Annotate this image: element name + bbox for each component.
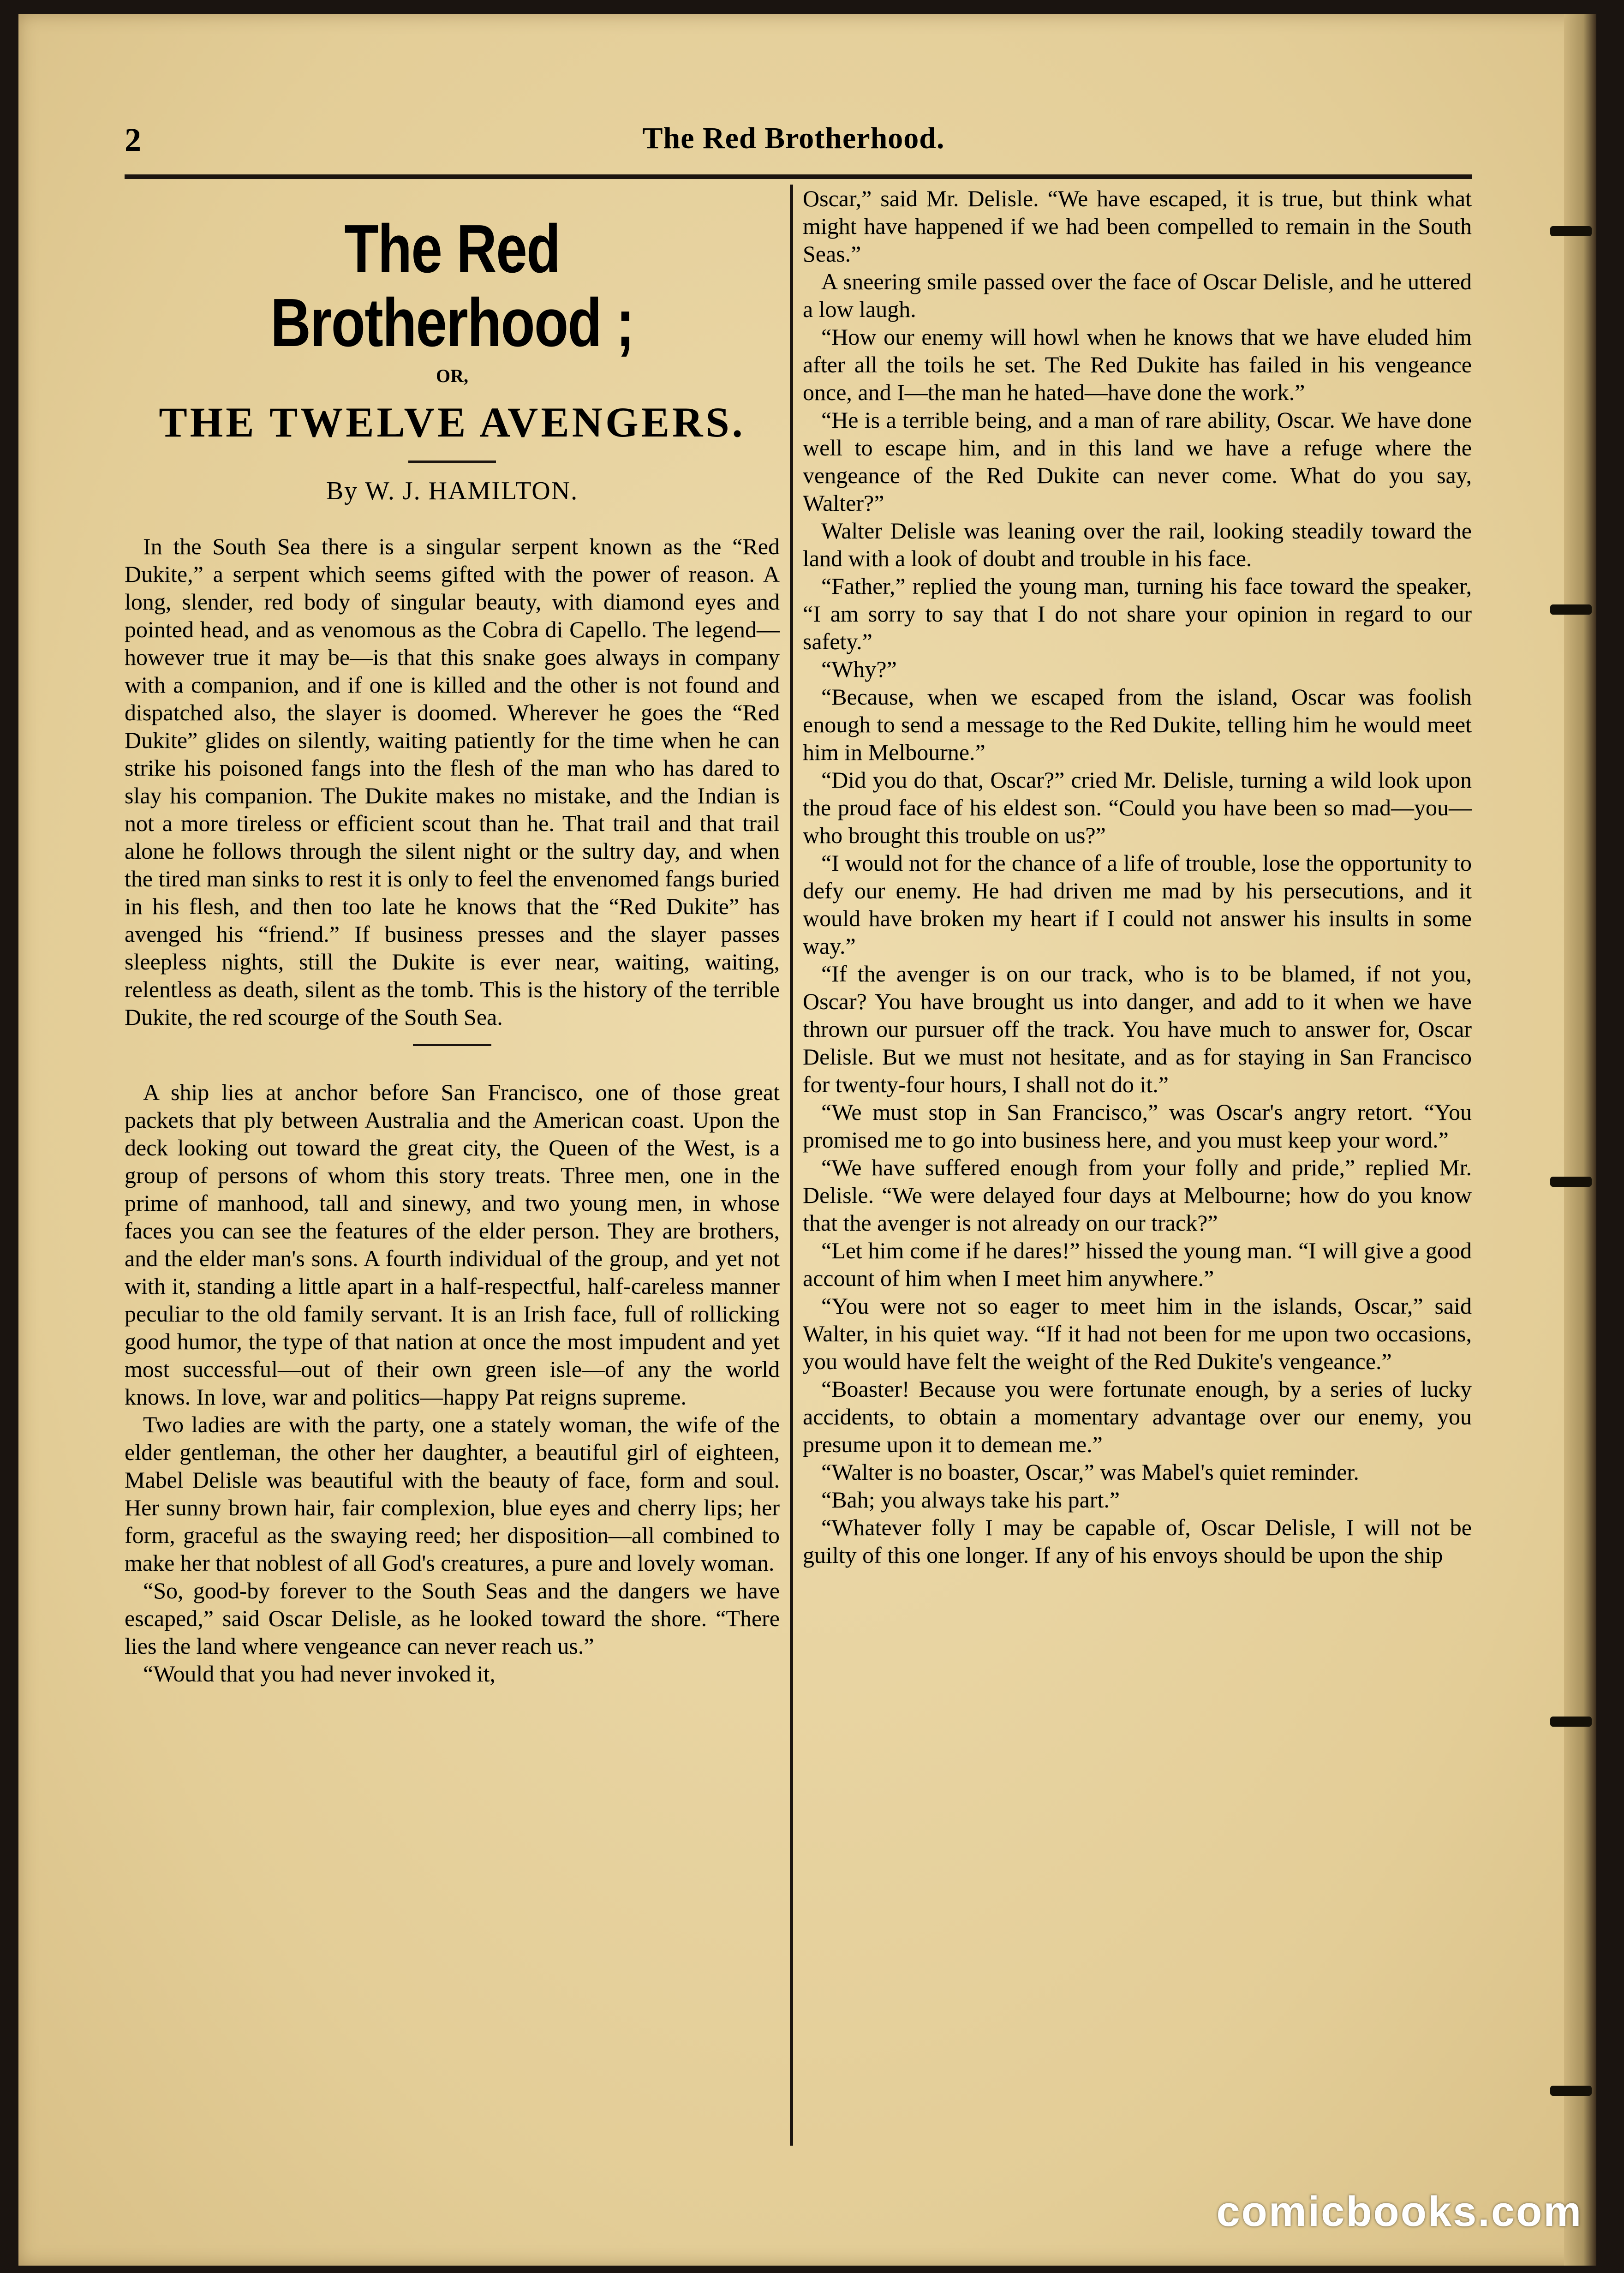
binding-stitch <box>1550 2086 1592 2096</box>
paragraph: “He is a terrible being, and a man of rare ability, Oscar. We have done well to escape him, and in this land we have a refuge where the vengeance of the Red Dukite can never come. What do you say, Walter?” <box>803 407 1472 516</box>
binding-spine <box>1564 14 1596 2266</box>
byline: By W. J. HAMILTON. <box>326 477 579 505</box>
section-rule <box>413 1044 491 1046</box>
paragraph: “Boaster! Because you were fortunate enough, by a series of lucky accidents, to obtain a momentary advantage over our enemy, you presume upon it to demean me.” <box>803 1376 1472 1457</box>
right-column <box>803 185 1472 1569</box>
story-subtitle: THE TWELVE AVENGERS. <box>159 399 746 446</box>
header-rule <box>125 174 1472 179</box>
left-column <box>125 185 780 1687</box>
paragraph: “We have suffered enough from your folly and pride,” replied Mr. Delisle. “We were delayed four days at Melbourne; how do you know that the avenger is not already on our track?” <box>803 1154 1472 1236</box>
story-text-left <box>125 1078 780 1687</box>
running-title: The Red Brotherhood. <box>642 121 945 155</box>
paragraph: “I would not for the chance of a life of trouble, lose the opportunity to defy our enemy. He had driven me mad by his persecutions, and it would have broken my heart if I could not answer his insults in some way.” <box>803 850 1472 959</box>
page-header <box>125 121 1463 162</box>
page-number: 2 <box>125 121 141 158</box>
column-divider <box>790 185 793 2146</box>
paragraph: “If the avenger is on our track, who is to be blamed, if not you, Oscar? You have brought us into danger, and add to it when we have thrown our pursuer off the track. You have much to answer for, Oscar Delisle. But we must not hesitate, and as for staying in San Francisco for twenty-four hours, I shall not do it.” <box>803 961 1472 1097</box>
paragraph: “Father,” replied the young man, turning his face toward the speaker, “I am sorry to say that I do not share your opinion in regard to our safety.” <box>803 573 1472 654</box>
paragraph: In the South Sea there is a singular serpent known as the “Red Dukite,” a serpent which seems gifted with the power of reason. A long, slender, red body of singular beauty, with diamond eyes and pointed head, and as venomous as the Cobra di Capello. The legend—however true it may be—is that this snake goes always in company with a companion, and if one is killed and the other is not found and dispatched also, the slayer is doomed. Wherever he goes the “Red Dukite” glides on silently, waiting patiently for the time when he can strike his poisoned fangs into the flesh of the man who has dared to slay his companion. The Dukite makes no mistake, and the Indian is not a more tireless or efficient scout than he. That trail and that trail alone he follows through the silent night or the sultry day, and when the tired man sinks to rest it is only to feel the envenomed fangs buried in his flesh, and then too late he knows that the “Red Dukite” has avenged his “friend.” If business presses and the slayer passes sleepless nights, still the Dukite is ever near, waiting, waiting, relentless as death, silent as the tomb. This is the history of the terrible Dukite, the red scourge of the South Sea. <box>125 533 780 1030</box>
paragraph: “Whatever folly I may be capable of, Oscar Delisle, I will not be guilty of this one longer. If any of his envoys should be upon the ship <box>803 1514 1472 1568</box>
title-or: OR, <box>436 365 468 386</box>
paragraph: “We must stop in San Francisco,” was Oscar's angry retort. “You promised me to go into business here, and you must keep your word.” <box>803 1099 1472 1153</box>
story-text-right <box>803 185 1472 1569</box>
paragraph: Walter Delisle was leaning over the rail, looking steadily toward the land with a look of doubt and trouble in his face. <box>803 518 1472 571</box>
paragraph: “Why?” <box>821 656 897 682</box>
paragraph: “Because, when we escaped from the island, Oscar was foolish enough to send a message to the Red Dukite, telling him he would meet him in Melbourne.” <box>803 684 1472 765</box>
paragraph: “Did you do that, Oscar?” cried Mr. Delisle, turning a wild look upon the proud face of his eldest son. “Could you have been so mad—you—who brought this trouble on us?” <box>803 767 1472 848</box>
paragraph: “You were not so eager to meet him in the islands, Oscar,” said Walter, in his quiet way. “If it had not been for me upon two occasions, you would have felt the weight of the Red Dukite's vengeance.” <box>803 1293 1472 1374</box>
paragraph: A sneering smile passed over the face of Oscar Delisle, and he uttered a low laugh. <box>803 269 1472 322</box>
binding-stitch <box>1550 1717 1592 1727</box>
story-title: The Red Brotherhood ; <box>270 211 634 361</box>
title-rule <box>408 461 496 463</box>
paragraph: “Walter is no boaster, Oscar,” was Mabel's quiet reminder. <box>821 1459 1359 1485</box>
paragraph: Oscar,” said Mr. Delisle. “We have escaped, it is true, but think what might have happened if we had been compelled to remain in the South Seas.” <box>803 185 1472 267</box>
binding-stitch <box>1550 604 1592 615</box>
paragraph: Two ladies are with the party, one a stately woman, the wife of the elder gentleman, the other her daughter, a beautiful girl of eighteen, Mabel Delisle was beautiful with the beauty of face, form and soul. Her sunny brown hair, fair complexion, blue eyes and cherry lips; her form, graceful as the swaying reed; her disposition—all combined to make her that noblest of all God's creatures, a pure and lovely woman. <box>125 1412 780 1576</box>
site-watermark: comicbooks.com <box>1216 2188 1582 2235</box>
paragraph: A ship lies at anchor before San Francisco, one of those great packets that ply between Australia and the American coast. Upon the deck looking out toward the great city, the Queen of the West, is a group of persons of whom this story treats. Three men, one in the prime of manhood, tall and sinewy, and two young men, in whose faces you can see the features of the elder person. They are brothers, and the elder man's sons. A fourth individual of the group, and yet not with it, standing a little apart in a half-respectful, half-careless manner peculiar to the old family servant. It is an Irish face, full of rollicking good humor, the type of that nation at once the most impudent and yet most successful—out of their own green isle—of any the world knows. In love, war and politics—happy Pat reigns supreme. <box>125 1079 780 1410</box>
paragraph: “So, good-by forever to the South Seas and the dangers we have escaped,” said Oscar Delisle, as he looked toward the shore. “There lies the land where vengeance can never reach us.” <box>125 1578 780 1659</box>
paragraph: “How our enemy will howl when he knows that we have eluded him after all the toils he set. The Red Dukite has failed in his vengeance once, and I—the man he hated—have done the work.” <box>803 324 1472 405</box>
binding-stitch <box>1550 1177 1592 1187</box>
paragraph: “Would that you had never invoked it, <box>143 1661 496 1687</box>
binding-stitch <box>1550 226 1592 236</box>
paragraph: “Let him come if he dares!” hissed the young man. “I will give a good account of him when I meet him anywhere.” <box>803 1238 1472 1291</box>
intro-text <box>125 532 780 1031</box>
paragraph: “Bah; you always take his part.” <box>821 1487 1120 1513</box>
